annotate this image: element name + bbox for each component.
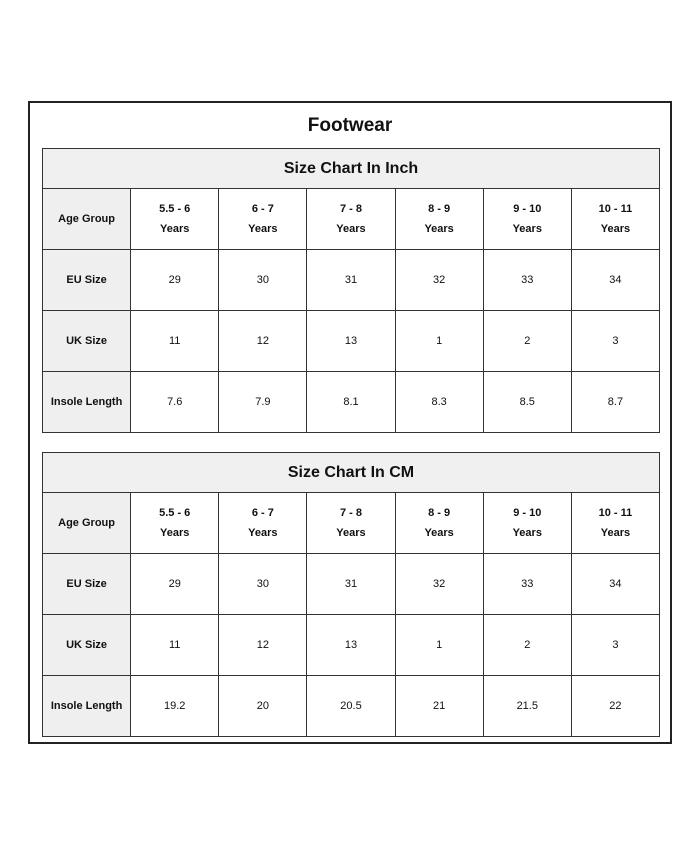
table-heading-row bbox=[43, 149, 660, 189]
table-row-insole-length bbox=[43, 676, 660, 737]
row-label: UK Size bbox=[43, 311, 131, 372]
cell-unit: Years bbox=[600, 527, 631, 539]
cell-unit: Years bbox=[336, 527, 366, 539]
cell-unit: Years bbox=[424, 527, 454, 539]
table-cell: 7.9 bbox=[219, 372, 307, 433]
table-cell: 11 bbox=[131, 311, 219, 372]
table-cell: 13 bbox=[307, 311, 395, 372]
cell-range: 7 - 8 bbox=[339, 203, 362, 215]
table-cell: 31 bbox=[307, 554, 395, 615]
cell-range: 5.5 - 6 bbox=[159, 507, 191, 519]
table-heading: Size Chart In CM bbox=[43, 453, 660, 493]
cell-unit: Years bbox=[160, 527, 190, 539]
row-label: Insole Length bbox=[43, 676, 131, 737]
table-cell: 19.2 bbox=[131, 676, 219, 737]
cell-unit: Years bbox=[336, 223, 366, 235]
cell-range: 8 - 9 bbox=[428, 507, 451, 519]
table-row-eu-size bbox=[43, 250, 660, 311]
table-cell bbox=[307, 493, 395, 554]
table-heading: Size Chart In Inch bbox=[43, 149, 660, 189]
table-row-uk-size bbox=[43, 615, 660, 676]
cell-unit: Years bbox=[600, 223, 631, 235]
table-cell bbox=[307, 189, 395, 250]
table-row-eu-size bbox=[43, 554, 660, 615]
cell-range: 9 - 10 bbox=[513, 507, 542, 519]
cell-unit: Years bbox=[248, 223, 278, 235]
table-cell: 21.5 bbox=[483, 676, 571, 737]
cell-unit: Years bbox=[160, 223, 190, 235]
table-cell: 2 bbox=[483, 615, 571, 676]
table-cell: 8.5 bbox=[483, 372, 571, 433]
cell-range: 5.5 - 6 bbox=[159, 203, 191, 215]
cell-unit: Years bbox=[512, 527, 542, 539]
row-label: EU Size bbox=[43, 554, 131, 615]
table-cell bbox=[131, 493, 219, 554]
table-cell bbox=[219, 189, 307, 250]
table-cell: 30 bbox=[219, 250, 307, 311]
table-cell: 21 bbox=[395, 676, 483, 737]
cell-range: 6 - 7 bbox=[251, 507, 274, 519]
table-row-insole-length bbox=[43, 372, 660, 433]
table-cell: 12 bbox=[219, 615, 307, 676]
cell-range: 6 - 7 bbox=[251, 203, 274, 215]
table-cell bbox=[483, 189, 571, 250]
table-cell: 29 bbox=[131, 554, 219, 615]
table-cell: 7.6 bbox=[131, 372, 219, 433]
table-cell bbox=[395, 189, 483, 250]
table-cell: 11 bbox=[131, 615, 219, 676]
table-cell: 33 bbox=[483, 250, 571, 311]
row-label: UK Size bbox=[43, 615, 131, 676]
cell-unit: Years bbox=[248, 527, 278, 539]
table-cell: 22 bbox=[571, 676, 659, 737]
table-cell: 8.1 bbox=[307, 372, 395, 433]
table-cell: 32 bbox=[395, 554, 483, 615]
table-cell: 30 bbox=[219, 554, 307, 615]
cell-unit: Years bbox=[512, 223, 542, 235]
table-cell: 3 bbox=[571, 311, 659, 372]
table-cell bbox=[483, 493, 571, 554]
table-cell bbox=[395, 493, 483, 554]
table-cell: 29 bbox=[131, 250, 219, 311]
table-row-uk-size bbox=[43, 311, 660, 372]
table-cell bbox=[131, 189, 219, 250]
cell-range: 7 - 8 bbox=[339, 507, 362, 519]
row-label: EU Size bbox=[43, 250, 131, 311]
table-cell: 31 bbox=[307, 250, 395, 311]
table-cell: 20.5 bbox=[307, 676, 395, 737]
table-cell: 2 bbox=[483, 311, 571, 372]
table-cell: 20 bbox=[219, 676, 307, 737]
table-cell bbox=[571, 493, 659, 554]
cell-range: 8 - 9 bbox=[428, 203, 451, 215]
size-chart-frame bbox=[28, 101, 672, 744]
row-label: Age Group bbox=[43, 493, 131, 554]
size-table-cm bbox=[42, 452, 660, 737]
table-cell: 13 bbox=[307, 615, 395, 676]
table-cell: 12 bbox=[219, 311, 307, 372]
table-cell: 32 bbox=[395, 250, 483, 311]
table-cell bbox=[571, 189, 659, 250]
table-cell: 1 bbox=[395, 311, 483, 372]
row-label: Insole Length bbox=[43, 372, 131, 433]
cell-range: 10 - 11 bbox=[598, 203, 633, 215]
table-cell bbox=[219, 493, 307, 554]
cell-range: 10 - 11 bbox=[598, 507, 633, 519]
cell-unit: Years bbox=[424, 223, 454, 235]
table-cell: 1 bbox=[395, 615, 483, 676]
page-title: Footwear bbox=[307, 115, 393, 136]
table-row-age-group bbox=[43, 189, 660, 250]
table-row-age-group bbox=[43, 493, 660, 554]
table-cell: 34 bbox=[571, 250, 659, 311]
row-label: Age Group bbox=[43, 189, 131, 250]
table-cell: 34 bbox=[571, 554, 659, 615]
table-cell: 8.7 bbox=[571, 372, 659, 433]
table-heading-row bbox=[43, 453, 660, 493]
size-table-inch bbox=[42, 148, 660, 433]
cell-range: 9 - 10 bbox=[513, 203, 542, 215]
table-cell: 3 bbox=[571, 615, 659, 676]
table-cell: 8.3 bbox=[395, 372, 483, 433]
table-cell: 33 bbox=[483, 554, 571, 615]
